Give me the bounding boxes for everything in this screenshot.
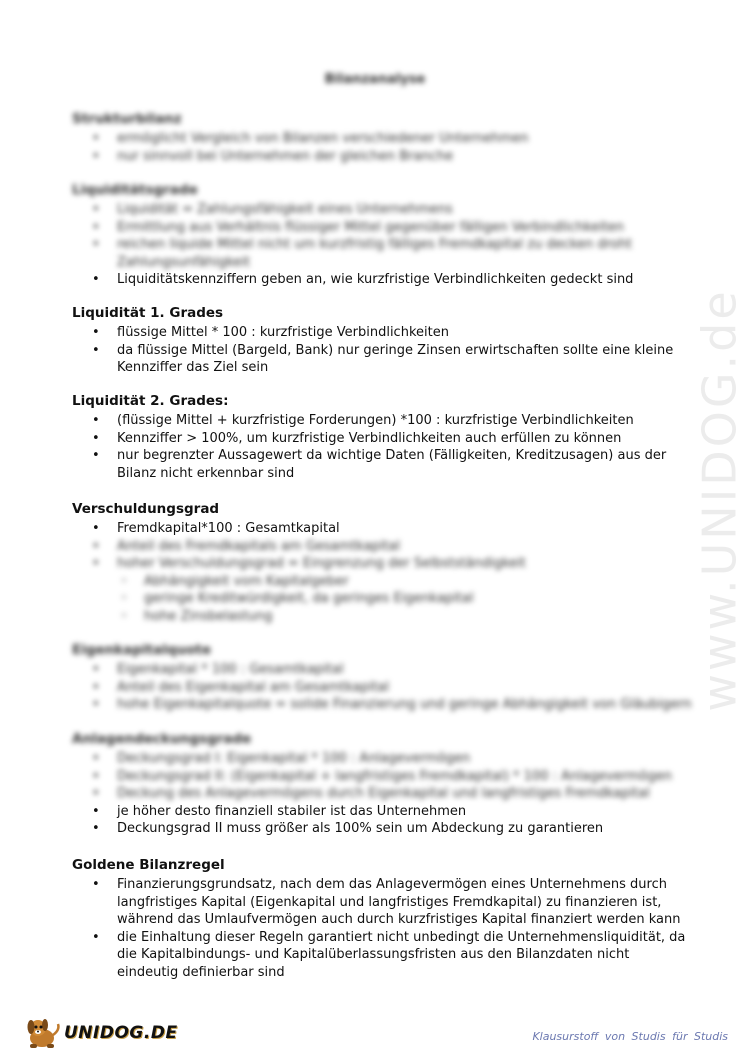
list-item: • Anteil des Eigenkapital am Gesamtkapital bbox=[72, 679, 692, 697]
list-item: • die Einhaltung dieser Regeln garantiert nicht unbedingt die Unternehmensliquidität, da die Kapitalbindungs- und Kapitalüberlassungsfristen aus den Bilanzdaten nicht eindeutig definierbar sind bbox=[72, 929, 692, 982]
section-goldene-bilanzregel bbox=[72, 856, 692, 981]
list-item: • Anteil des Fremdkapitals am Gesamtkapital bbox=[72, 538, 692, 556]
section-heading: Strukturbilanz bbox=[72, 111, 182, 127]
list-item: • Liquiditätskennziffern geben an, wie kurzfristige Verbindlichkeiten gedeckt sind bbox=[72, 271, 692, 289]
watermark bbox=[690, 260, 750, 740]
list-item: • je höher desto finanziell stabiler ist das Unternehmen bbox=[72, 803, 692, 821]
list-item: • da flüssige Mittel (Bargeld, Bank) nur geringe Zinsen erwirtschaften sollte eine kleine Kennziffer das Ziel sein bbox=[72, 342, 692, 377]
section-liquiditaet-1-grades bbox=[72, 304, 692, 377]
list-item: • Fremdkapital*100 : Gesamtkapital bbox=[72, 520, 692, 538]
list-subitem: ◦ geringe Kreditwürdigkeit, da geringes Eigenkapital bbox=[72, 590, 692, 608]
section-liquiditaetsgrade bbox=[72, 181, 692, 289]
list-subitem: ◦ Abhängigkeit vom Kapitalgeber bbox=[72, 573, 692, 591]
section-heading: Liquiditätsgrade bbox=[72, 182, 198, 198]
list-item: • nur sinnvoll bei Unternehmen der gleichen Branche bbox=[72, 148, 692, 166]
unidog-logo bbox=[22, 1016, 178, 1050]
section-eigenkapitalquote bbox=[72, 641, 692, 714]
logo-text: UNIDOG.DE bbox=[64, 1023, 178, 1043]
footer-tagline: Klausurstoff von Studis für Studis bbox=[532, 1030, 728, 1043]
section-heading: Verschuldungsgrad bbox=[72, 501, 220, 517]
list-item: • flüssige Mittel * 100 : kurzfristige Verbindlichkeiten bbox=[72, 324, 692, 342]
section-anlagendeckungsgrade bbox=[72, 730, 692, 838]
section-heading: Eigenkapitalquote bbox=[72, 642, 212, 658]
list-item: • Deckung des Anlagevermögens durch Eigenkapital und langfristiges Fremdkapital bbox=[72, 785, 692, 803]
list-item: • Kennziffer > 100%, um kurzfristige Verbindlichkeiten auch erfüllen zu können bbox=[72, 430, 692, 448]
list-item: • Deckungsgrad II muss größer als 100% sein um Abdeckung zu garantieren bbox=[72, 820, 692, 838]
section-heading: Goldene Bilanzregel bbox=[72, 857, 225, 873]
list-item: • nur begrenzter Aussagewert da wichtige Daten (Fälligkeiten, Kreditzusagen) aus der Bilanz nicht erkennbar sind bbox=[72, 447, 692, 482]
list-item: • Finanzierungsgrundsatz, nach dem das Anlagevermögen eines Unternehmens durch langfristiges Kapital (Eigenkapital und langfristiges Fremdkapital) zu finanzieren ist, während das Umlaufvermögen auch durch kurzfristiges Kapital finanziert werden kann bbox=[72, 876, 692, 929]
section-strukturbilanz bbox=[72, 110, 692, 165]
document-title: Bilanzanalyse bbox=[324, 72, 426, 87]
section-liquiditaet-2-grades bbox=[72, 392, 692, 482]
list-item: • Deckungsgrad II: (Eigenkapital + langfristiges Fremdkapital) * 100 : Anlagevermögen bbox=[72, 768, 692, 786]
list-item: • Ermittlung aus Verhältnis flüssiger Mittel gegenüber fälligen Verbindlichkeiten bbox=[72, 219, 692, 237]
section-heading: Liquidität 2. Grades: bbox=[72, 393, 229, 409]
list-item: • hoher Verschuldungsgrad = Eingrenzung der Selbstständigkeit bbox=[72, 555, 692, 573]
list-item: • Eigenkapital * 100 : Gesamtkapital bbox=[72, 661, 692, 679]
section-heading: Anlagendeckungsgrade bbox=[72, 731, 252, 747]
list-item: • hohe Eigenkapitalquote = solide Finanzierung und geringe Abhängigkeit von Gläubigern bbox=[72, 696, 692, 714]
list-item: • Deckungsgrad I: Eigenkapital * 100 : Anlagevermögen bbox=[72, 750, 692, 768]
list-item: • ermöglicht Vergleich von Bilanzen verschiedener Unternehmen bbox=[72, 130, 692, 148]
list-subitem: ◦ hohe Zinsbelastung bbox=[72, 608, 692, 626]
watermark-text: www.UNIDOG.de bbox=[693, 288, 747, 712]
section-heading: Liquidität 1. Grades bbox=[72, 305, 224, 321]
list-item: • (flüssige Mittel + kurzfristige Forderungen) *100 : kurzfristige Verbindlichkeiten bbox=[72, 412, 692, 430]
section-verschuldungsgrad bbox=[72, 500, 692, 625]
dog-mascot-icon bbox=[22, 1016, 62, 1050]
list-item: • Liquidität = Zahlungsfähigkeit eines Unternehmens bbox=[72, 201, 692, 219]
list-item: • reichen liquide Mittel nicht um kurzfristig fälliges Fremdkapital zu decken droht Zahlungsunfähigkeit bbox=[72, 236, 692, 271]
